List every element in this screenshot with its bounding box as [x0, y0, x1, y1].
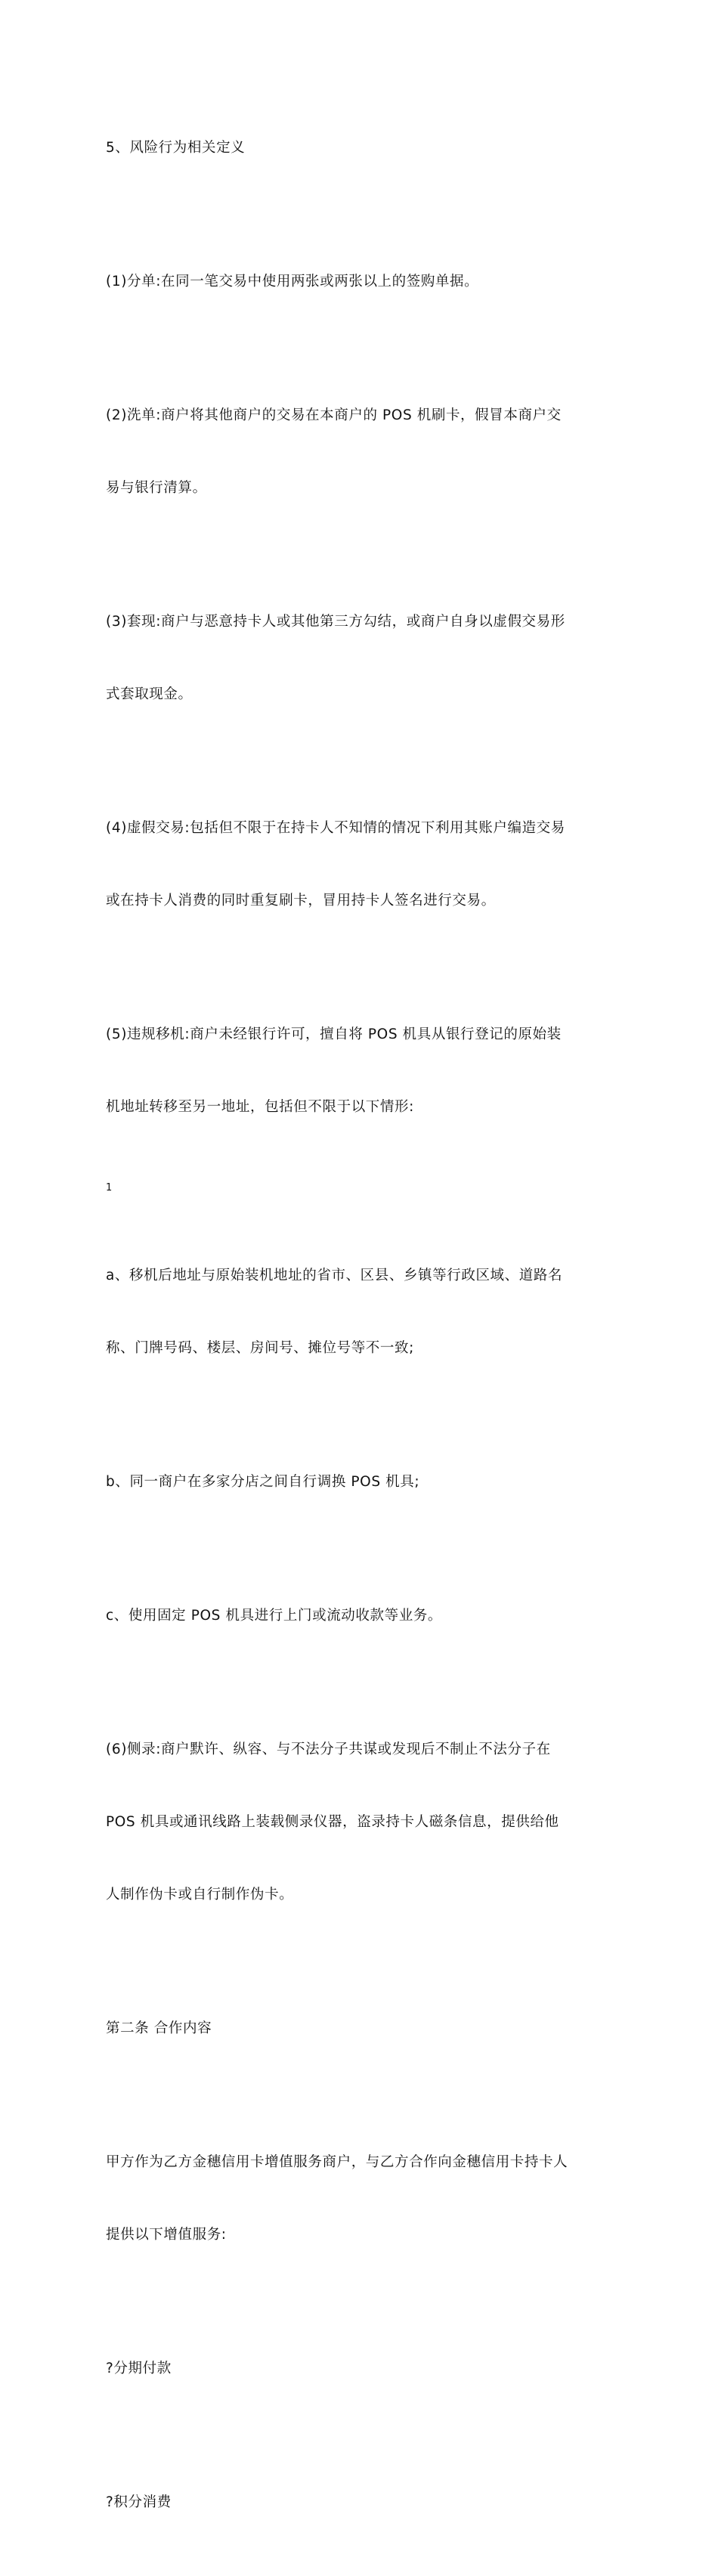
text-line: (1)分单:在同一笔交易中使用两张或两张以上的签购单据。 — [106, 274, 479, 289]
paragraph — [106, 1689, 620, 1955]
text-line: 式套取现金。 — [106, 686, 193, 702]
paragraph — [106, 1556, 620, 1677]
text-line: (6)侧录:商户默许、纵容、与不法分子共谋或发现后不制止不法分子在 — [106, 1742, 551, 1757]
text-line: (4)虚假交易:包括但不限于在持卡人不知情的情况下利用其账户编造交易 — [106, 820, 565, 836]
paragraph — [106, 974, 620, 1168]
text-line: POS 机具或通讯线路上装载侧录仪器，盗录持卡人磁条信息，提供给他 — [106, 1814, 559, 1830]
paragraph — [106, 355, 620, 549]
list-item — [106, 2308, 620, 2429]
text-line: 提供以下增值服务: — [106, 2227, 227, 2243]
text-line: c、使用固定 POS 机具进行上门或流动收款等业务。 — [106, 1608, 442, 1624]
paragraph — [106, 1215, 620, 1409]
text-line: (5)违规移机:商户未经银行许可，擅自将 POS 机具从银行登记的原始装 — [106, 1026, 562, 1042]
text-line: 人制作伪卡或自行制作伪卡。 — [106, 1887, 294, 1903]
text-line: (2)洗单:商户将其他商户的交易在本商户的 POS 机刷卡，假冒本商户交 — [106, 407, 562, 423]
text-line: 5、风险行为相关定义 — [106, 140, 246, 156]
text-line: a、移机后地址与原始装机地址的省市、区县、乡镇等行政区域、道路名 — [106, 1268, 563, 1283]
text-line: 机地址转移至另一地址，包括但不限于以下情形: — [106, 1099, 414, 1115]
text-line: b、同一商户在多家分店之间自行调换 POS 机具; — [106, 1474, 420, 1490]
text-line: 第二条 合作内容 — [106, 2020, 212, 2036]
text-line: ?积分消费 — [106, 2494, 172, 2510]
list-item — [106, 2442, 620, 2563]
paragraph — [106, 562, 620, 755]
paragraph — [106, 1422, 620, 1543]
text-line: 易与银行清算。 — [106, 480, 207, 496]
text-line: 甲方作为乙方金穗信用卡增值服务商户，与乙方合作向金穗信用卡持卡人 — [106, 2154, 568, 2170]
paragraph — [106, 768, 620, 961]
paragraph — [106, 2102, 620, 2296]
page-number: 1 — [106, 1182, 113, 1194]
document-body — [106, 88, 620, 2576]
text-line: (3)套现:商户与恶意持卡人或其他第三方勾结，或商户自身以虚假交易形 — [106, 614, 565, 630]
text-line: 称、门牌号码、楼层、房间号、摊位号等不一致; — [106, 1340, 414, 1356]
text-line: 或在持卡人消费的同时重复刷卡，冒用持卡人签名进行交易。 — [106, 893, 496, 909]
paragraph — [106, 221, 620, 342]
text-line: ?分期付款 — [106, 2361, 172, 2376]
article-heading — [106, 1968, 620, 2089]
section-heading — [106, 88, 620, 209]
